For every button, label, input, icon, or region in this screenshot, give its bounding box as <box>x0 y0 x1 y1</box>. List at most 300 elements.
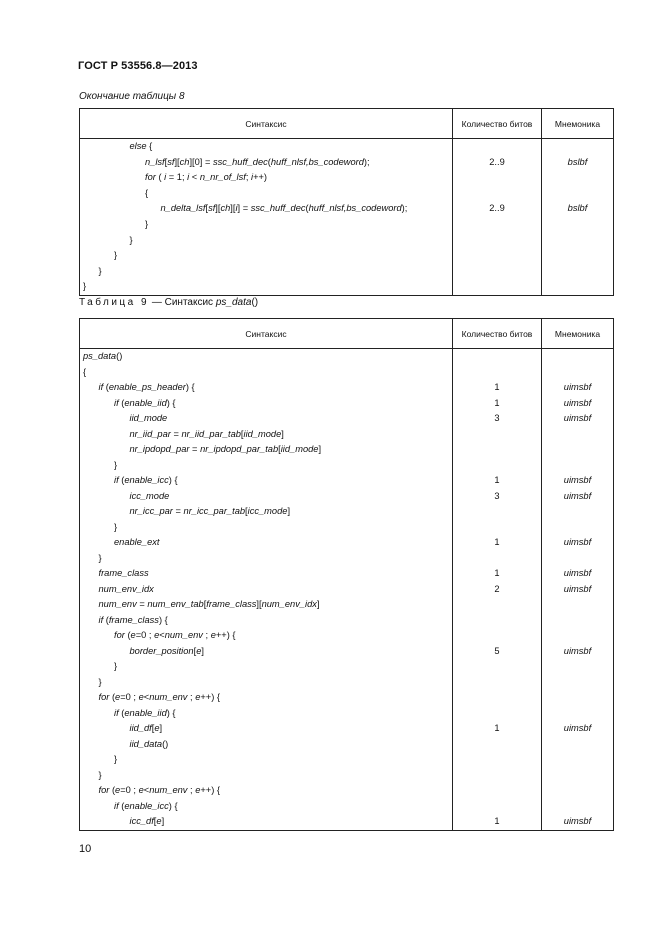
table-row <box>80 814 614 830</box>
mnemonic-cell: uimsbf <box>542 535 614 551</box>
bits-cell <box>453 752 542 768</box>
code-token: sf <box>208 203 216 214</box>
table-row <box>80 721 614 737</box>
code-token: = <box>172 506 184 516</box>
syntax-cell <box>80 799 453 815</box>
table8-continuation <box>79 108 614 296</box>
mnemonic-cell <box>542 706 614 722</box>
bits-cell: 2 <box>453 582 542 598</box>
code-token: ); <box>401 203 408 214</box>
code-token: iid_mode <box>243 428 282 439</box>
syntax-cell <box>80 248 453 264</box>
code-token: e <box>138 785 144 795</box>
code-token: e <box>130 630 136 640</box>
mnemonic-cell <box>542 551 614 567</box>
bits-cell <box>453 690 542 706</box>
syntax-cell <box>80 675 453 691</box>
syntax-cell <box>80 628 453 644</box>
code-token: [ <box>240 428 244 439</box>
table-row <box>80 458 614 474</box>
table-row <box>80 613 614 629</box>
mnemonic-cell <box>542 613 614 629</box>
mnemonic-cell: uimsbf <box>542 396 614 412</box>
code-token: ) { <box>158 614 168 625</box>
bits-cell <box>453 139 542 155</box>
table-row <box>80 504 614 520</box>
table-row <box>80 186 614 202</box>
column-header-bits: Количество битов <box>453 319 542 349</box>
code-token: ++) { <box>200 692 221 702</box>
code-token: n_nr_of_lsf <box>199 172 246 183</box>
table-row <box>80 201 614 217</box>
table8-continuation-caption: Окончание таблицы 8 <box>79 91 185 102</box>
syntax-cell <box>80 155 453 171</box>
syntax-cell <box>80 706 453 722</box>
mnemonic-cell <box>542 349 614 365</box>
bits-cell <box>453 768 542 784</box>
code-token: ] = <box>237 203 251 214</box>
syntax-cell <box>80 783 453 799</box>
code-token: huff_nlsf,bs_codeword <box>308 203 402 214</box>
code-token: if <box>98 614 104 625</box>
code-token: ][ <box>215 203 221 214</box>
syntax-cell <box>80 489 453 505</box>
code-token: ch <box>220 203 231 214</box>
syntax-cell <box>80 458 453 474</box>
code-token: ++) <box>253 172 268 183</box>
code-token: e <box>115 692 121 702</box>
table-row <box>80 566 614 582</box>
code-token: =0 ; <box>120 785 139 795</box>
mnemonic-cell: uimsbf <box>542 814 614 830</box>
syntax-cell <box>80 582 453 598</box>
table-row <box>80 489 614 505</box>
table-row <box>80 442 614 458</box>
code-token: ( <box>109 692 116 702</box>
code-token: ; <box>245 172 251 183</box>
bits-cell <box>453 675 542 691</box>
table-row <box>80 628 614 644</box>
mnemonic-cell <box>542 768 614 784</box>
syntax-cell <box>80 170 453 186</box>
code-token: < <box>143 692 150 702</box>
code-token: [ <box>205 203 209 214</box>
code-token: } <box>98 552 102 563</box>
table-row <box>80 582 614 598</box>
mnemonic-cell <box>542 170 614 186</box>
bits-cell <box>453 737 542 753</box>
code-token: } <box>114 250 118 261</box>
code-token: } <box>114 459 118 470</box>
code-token: ) { <box>166 397 176 408</box>
table9-caption-dash: — Синтаксис <box>149 297 216 308</box>
table-row <box>80 768 614 784</box>
code-token: e <box>196 645 202 656</box>
bits-cell: 2..9 <box>453 155 542 171</box>
mnemonic-cell <box>542 458 614 474</box>
syntax-cell <box>80 201 453 217</box>
code-token: e <box>138 692 144 702</box>
code-token: ++) { <box>200 785 221 795</box>
code-token: = 1; <box>166 172 188 183</box>
syntax-cell <box>80 566 453 582</box>
code-token: () <box>162 738 169 749</box>
code-token: num_env <box>149 785 188 795</box>
code-token: if <box>114 707 119 718</box>
syntax-cell <box>80 721 453 737</box>
table-row <box>80 799 614 815</box>
mnemonic-cell: uimsbf <box>542 473 614 489</box>
table-row <box>80 233 614 249</box>
mnemonic-cell <box>542 628 614 644</box>
code-token: } <box>83 281 87 292</box>
code-token: ) { <box>168 475 178 485</box>
code-token: ( <box>267 156 271 167</box>
code-token: for <box>98 692 110 702</box>
bits-cell: 1 <box>453 535 542 551</box>
code-token: = <box>189 444 201 454</box>
table9-caption-func: ps_data <box>215 297 252 308</box>
code-token: num_env_idx <box>98 583 154 594</box>
bits-cell <box>453 458 542 474</box>
syntax-cell <box>80 427 453 443</box>
table-row <box>80 473 614 489</box>
code-token: ) { <box>168 800 178 811</box>
code-token: e <box>195 692 201 702</box>
bits-cell <box>453 551 542 567</box>
code-token: [ <box>193 645 197 656</box>
table9-ps-data-syntax <box>79 318 614 831</box>
syntax-cell <box>80 186 453 202</box>
code-token: ] <box>318 444 322 454</box>
mnemonic-cell <box>542 217 614 233</box>
code-token: ssc_huff_dec <box>212 156 268 167</box>
code-token: } <box>114 661 118 671</box>
syntax-cell <box>80 504 453 520</box>
code-token: ] <box>287 506 291 516</box>
bits-cell: 2..9 <box>453 201 542 217</box>
code-token: } <box>98 676 102 687</box>
code-token: sf <box>167 156 175 167</box>
code-token: ; <box>202 630 211 640</box>
code-token: ( <box>155 172 165 183</box>
bits-cell <box>453 186 542 202</box>
mnemonic-cell <box>542 597 614 613</box>
code-token: nr_ipdopd_par_tab <box>200 444 279 454</box>
code-token: frame_class <box>206 599 257 609</box>
code-token: =0 ; <box>120 692 139 702</box>
code-token: ) { <box>185 382 195 392</box>
code-token: [ <box>151 723 155 733</box>
bits-cell <box>453 217 542 233</box>
code-token: ++) { <box>215 630 236 640</box>
code-token: < <box>143 785 150 795</box>
bits-cell <box>453 597 542 613</box>
bits-cell <box>453 613 542 629</box>
mnemonic-cell <box>542 690 614 706</box>
table8-header-row <box>80 109 614 139</box>
bits-cell <box>453 504 542 520</box>
mnemonic-cell: uimsbf <box>542 489 614 505</box>
code-token: icc_mode <box>129 490 170 501</box>
syntax-cell <box>80 349 453 365</box>
table-row <box>80 279 614 295</box>
code-token: { <box>146 141 153 151</box>
code-token: num_env_tab <box>147 599 204 609</box>
code-token: ( <box>118 475 125 485</box>
column-header-bits: Количество битов <box>453 109 542 139</box>
code-token: ] <box>161 816 165 826</box>
syntax-cell <box>80 814 453 830</box>
bits-cell: 3 <box>453 489 542 505</box>
code-token: e <box>154 630 160 640</box>
code-token: ] <box>281 428 284 439</box>
syntax-cell <box>80 264 453 280</box>
mnemonic-cell <box>542 659 614 675</box>
code-token: enable_icc <box>124 475 169 485</box>
code-token: ch <box>179 156 190 167</box>
code-token: ; <box>187 785 196 795</box>
page-number: 10 <box>79 843 92 855</box>
code-token: border_position <box>129 645 194 656</box>
column-header-mnemonic: Мнемоника <box>542 109 614 139</box>
table-row <box>80 411 614 427</box>
mnemonic-cell <box>542 737 614 753</box>
document-header: ГОСТ Р 53556.8—2013 <box>78 60 198 72</box>
code-token: ] <box>201 645 204 656</box>
code-token: iid_mode <box>129 413 168 423</box>
code-token: < <box>189 172 200 183</box>
code-token: [ <box>203 599 207 609</box>
code-token: ][ <box>230 203 236 214</box>
code-token: { <box>145 187 149 198</box>
table-row <box>80 520 614 536</box>
mnemonic-cell: bslbf <box>542 155 614 171</box>
code-token: num_env_idx <box>261 599 317 609</box>
code-token: [ <box>153 816 157 826</box>
code-token: ssc_huff_dec <box>250 203 306 214</box>
syntax-cell <box>80 659 453 675</box>
mnemonic-cell <box>542 264 614 280</box>
code-token: } <box>145 218 149 229</box>
code-token: [ <box>164 156 168 167</box>
code-token: ) { <box>166 707 176 718</box>
column-header-syntax: Синтаксис <box>80 109 453 139</box>
syntax-cell <box>80 597 453 613</box>
table-row <box>80 264 614 280</box>
code-token: if <box>98 382 104 392</box>
syntax-cell <box>80 279 453 295</box>
syntax-cell <box>80 535 453 551</box>
code-token: [ <box>278 444 281 454</box>
bits-cell <box>453 628 542 644</box>
table-row <box>80 690 614 706</box>
bits-cell <box>453 520 542 536</box>
bits-cell: 5 <box>453 644 542 660</box>
code-token: { <box>83 366 87 377</box>
bits-cell <box>453 170 542 186</box>
code-token: for <box>145 172 156 183</box>
code-token: i <box>251 172 254 183</box>
code-token: ( <box>124 630 131 640</box>
table-row <box>80 396 614 412</box>
table-row <box>80 783 614 799</box>
code-token: i <box>187 172 190 183</box>
mnemonic-cell <box>542 675 614 691</box>
mnemonic-cell: uimsbf <box>542 566 614 582</box>
mnemonic-cell: uimsbf <box>542 644 614 660</box>
bits-cell <box>453 365 542 381</box>
column-header-mnemonic: Мнемоника <box>542 319 614 349</box>
code-token: else <box>129 141 147 151</box>
syntax-cell <box>80 737 453 753</box>
code-token: [ <box>245 506 248 516</box>
mnemonic-cell <box>542 248 614 264</box>
mnemonic-cell <box>542 799 614 815</box>
bits-cell <box>453 427 542 443</box>
syntax-cell <box>80 520 453 536</box>
bits-cell <box>453 279 542 295</box>
code-token: if <box>114 800 119 811</box>
syntax-cell <box>80 644 453 660</box>
code-token: } <box>114 521 118 532</box>
code-token: i <box>164 172 167 183</box>
code-token: nr_ipdopd_par <box>129 444 190 454</box>
code-token: icc_mode <box>247 506 288 516</box>
bits-cell <box>453 233 542 249</box>
code-token: frame_class <box>98 568 149 578</box>
code-token: ][ <box>256 599 262 609</box>
table-row <box>80 535 614 551</box>
code-token: e <box>156 816 162 826</box>
table-row <box>80 155 614 171</box>
code-token: ( <box>103 382 109 392</box>
code-token: e <box>210 630 216 640</box>
table9-body <box>80 349 614 831</box>
code-token: () <box>116 351 123 361</box>
mnemonic-cell <box>542 365 614 381</box>
mnemonic-cell <box>542 233 614 249</box>
bits-cell: 1 <box>453 566 542 582</box>
code-token: num_env <box>149 692 188 702</box>
bits-cell <box>453 264 542 280</box>
mnemonic-cell <box>542 186 614 202</box>
code-token: for <box>114 630 125 640</box>
code-token: } <box>114 754 118 764</box>
code-token: ( <box>118 800 125 811</box>
table9-header-row <box>80 319 614 349</box>
code-token: iid_data <box>129 738 163 749</box>
syntax-cell <box>80 768 453 784</box>
syntax-cell <box>80 690 453 706</box>
syntax-cell <box>80 752 453 768</box>
bits-cell: 1 <box>453 396 542 412</box>
table8-body <box>80 139 614 296</box>
code-token: ( <box>118 397 125 408</box>
column-header-syntax: Синтаксис <box>80 319 453 349</box>
code-token: e <box>154 723 160 733</box>
code-token: frame_class <box>108 614 159 625</box>
code-token: enable_iid <box>124 397 167 408</box>
syntax-cell <box>80 613 453 629</box>
code-token: e <box>115 785 121 795</box>
mnemonic-cell <box>542 752 614 768</box>
mnemonic-cell <box>542 279 614 295</box>
mnemonic-cell <box>542 442 614 458</box>
table-row <box>80 675 614 691</box>
bits-cell: 1 <box>453 814 542 830</box>
code-token: num_env <box>164 630 203 640</box>
mnemonic-cell <box>542 427 614 443</box>
mnemonic-cell: uimsbf <box>542 380 614 396</box>
bits-cell <box>453 442 542 458</box>
table-row <box>80 752 614 768</box>
bits-cell <box>453 248 542 264</box>
mnemonic-cell <box>542 504 614 520</box>
bits-cell: 1 <box>453 380 542 396</box>
syntax-cell <box>80 380 453 396</box>
syntax-cell <box>80 396 453 412</box>
code-token: = <box>136 599 148 609</box>
code-token: e <box>195 785 201 795</box>
mnemonic-cell: bslbf <box>542 201 614 217</box>
code-token: } <box>98 265 102 276</box>
code-token: iid_mode <box>280 444 319 454</box>
table-row <box>80 659 614 675</box>
mnemonic-cell: uimsbf <box>542 582 614 598</box>
table-row <box>80 139 614 155</box>
code-token: i <box>235 203 238 214</box>
table-row <box>80 427 614 443</box>
table-row <box>80 248 614 264</box>
code-token: ( <box>305 203 309 214</box>
table-row <box>80 706 614 722</box>
syntax-cell <box>80 365 453 381</box>
code-token: nr_icc_par_tab <box>183 506 246 516</box>
code-token: nr_iid_par <box>129 428 171 439</box>
code-token: huff_nlsf,bs_codeword <box>270 156 364 167</box>
code-token: enable_iid <box>124 707 167 718</box>
code-token: enable_ps_header <box>108 382 186 392</box>
code-token: ] <box>316 599 320 609</box>
table9-caption-label: Таблица 9 <box>79 297 150 308</box>
code-token: num_env <box>98 599 137 609</box>
code-token: if <box>114 475 119 485</box>
code-token: < <box>159 630 165 640</box>
code-token: if <box>114 397 119 408</box>
code-token: enable_ext <box>114 537 160 547</box>
mnemonic-cell <box>542 783 614 799</box>
code-token: ps_data <box>83 351 117 361</box>
mnemonic-cell <box>542 139 614 155</box>
table-row <box>80 597 614 613</box>
bits-cell <box>453 783 542 799</box>
mnemonic-cell <box>542 520 614 536</box>
table-row <box>80 644 614 660</box>
bits-cell: 1 <box>453 721 542 737</box>
table-row <box>80 217 614 233</box>
syntax-cell <box>80 442 453 458</box>
table-row <box>80 365 614 381</box>
table-row <box>80 551 614 567</box>
table-row <box>80 380 614 396</box>
code-token: for <box>98 785 110 795</box>
code-token: nr_iid_par_tab <box>181 428 241 439</box>
code-token: iid_df <box>129 723 152 733</box>
code-token: } <box>129 234 133 245</box>
syntax-cell <box>80 233 453 249</box>
mnemonic-cell: uimsbf <box>542 411 614 427</box>
